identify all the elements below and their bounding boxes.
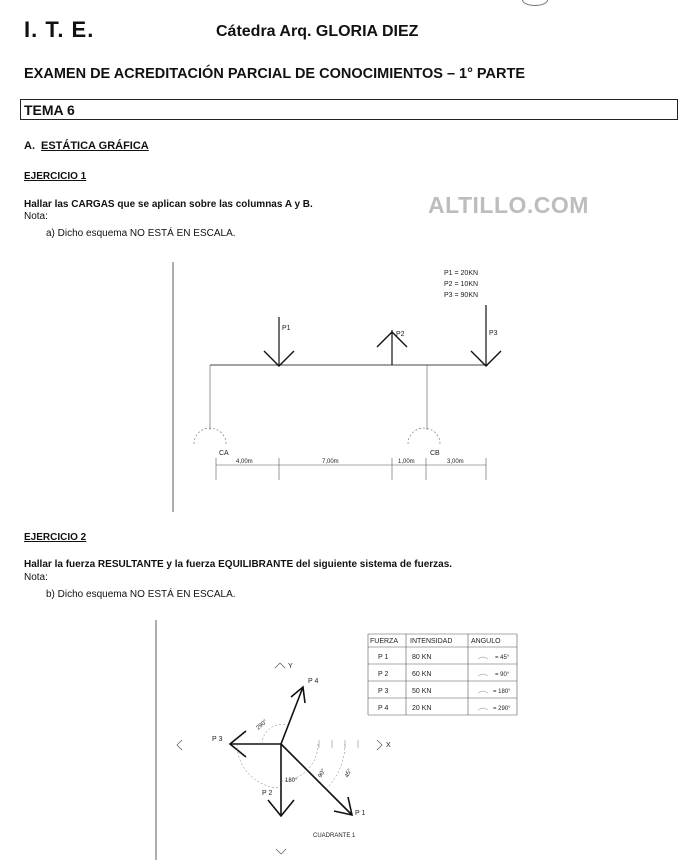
- angle-symbols: [478, 657, 488, 710]
- dimension-7m-label: 7,00m: [322, 459, 339, 465]
- table-row2-angle: = 90°: [495, 672, 510, 678]
- chair-name: Cátedra Arq. GLORIA DIEZ: [216, 23, 419, 40]
- exercise2-note-label: Nota:: [24, 572, 48, 583]
- loads-legend-p2: P2 = 10KN: [444, 281, 479, 288]
- force-p1-label: P 1: [355, 810, 366, 817]
- exercise1-title: EJERCICIO 1: [24, 171, 87, 182]
- table-row1-intensity: 80 KN: [412, 654, 432, 661]
- angle-90-label: 90°: [317, 768, 328, 779]
- table-header-angle: ANGULO: [471, 638, 501, 645]
- angle-ticks: [319, 740, 358, 748]
- force-p3-arrow: [230, 731, 281, 757]
- force-p4-arrow: [281, 687, 305, 744]
- table-row2-intensity: 60 KN: [412, 671, 432, 678]
- table-row4-force: P 4: [378, 705, 389, 712]
- table-row3-intensity: 50 KN: [412, 688, 432, 695]
- support-b-label: CB: [430, 450, 440, 457]
- angle-45-label: 45°: [344, 768, 354, 779]
- y-axis-label: Y: [288, 663, 293, 670]
- exercise1-statement: Hallar las CARGAS que se aplican sobre las columnas A y B.: [24, 199, 313, 210]
- dimension-4m-label: 4,00m: [236, 459, 253, 465]
- support-a-label: CA: [219, 450, 229, 457]
- table-row3-angle: = 180°: [493, 689, 511, 695]
- exercise2-note-item: b) Dicho esquema NO ESTÁ EN ESCALA.: [46, 589, 236, 600]
- negative-x-arrow-icon: [177, 740, 182, 750]
- negative-y-arrow-icon: [276, 849, 286, 854]
- table-header-intensity: INTENSIDAD: [410, 638, 453, 645]
- exercise2-statement: Hallar la fuerza RESULTANTE y la fuerza EQUILIBRANTE del siguiente sistema de fuerzas.: [24, 559, 453, 570]
- dimension-3m-label: 3,00m: [447, 459, 464, 465]
- loads-legend-p3: P3 = 90KN: [444, 292, 479, 299]
- loads-legend-p1: P1 = 20KN: [444, 270, 479, 277]
- exercise1-note-item: a) Dicho esquema NO ESTÁ EN ESCALA.: [46, 228, 236, 239]
- force-p3-label: P 3: [212, 736, 223, 743]
- x-axis-label: X: [386, 742, 391, 749]
- table-row2-force: P 2: [378, 671, 389, 678]
- load-p2-label: P2: [396, 331, 405, 338]
- force-p4-label: P 4: [308, 678, 319, 685]
- exercise1-note-label: Nota:: [24, 211, 48, 222]
- table-header-force: FUERZA: [370, 638, 398, 645]
- section-letter: A.: [24, 140, 35, 152]
- angle-180-label: 180°: [285, 778, 298, 784]
- dimension-1m-label: 1,00m: [398, 459, 415, 465]
- table-row3-force: P 3: [378, 688, 389, 695]
- exam-title: EXAMEN DE ACREDITACIÓN PARCIAL DE CONOCIMIENTOS – 1° PARTE: [24, 66, 525, 82]
- y-axis-arrow-icon: [275, 663, 285, 668]
- table-row4-intensity: 20 KN: [412, 705, 432, 712]
- table-row4-angle: = 290°: [493, 706, 511, 712]
- exercise2-title: EJERCICIO 2: [24, 532, 87, 543]
- load-p3-label: P3: [489, 330, 498, 337]
- table-row1-force: P 1: [378, 654, 389, 661]
- force-p2-label: P 2: [262, 790, 273, 797]
- watermark-text: ALTILLO.COM: [428, 192, 589, 218]
- institution-name: I. T. E.: [24, 17, 95, 42]
- load-p1-label: P1: [282, 325, 291, 332]
- quadrant-label: CUADRANTE 1: [313, 833, 356, 839]
- angle-290-label: 290°: [255, 718, 269, 732]
- table-row1-angle: = 45°: [495, 655, 510, 661]
- topic-label: TEMA 6: [24, 102, 75, 118]
- x-axis-arrow-icon: [377, 740, 382, 750]
- section-title: ESTÁTICA GRÁFICA: [41, 140, 149, 152]
